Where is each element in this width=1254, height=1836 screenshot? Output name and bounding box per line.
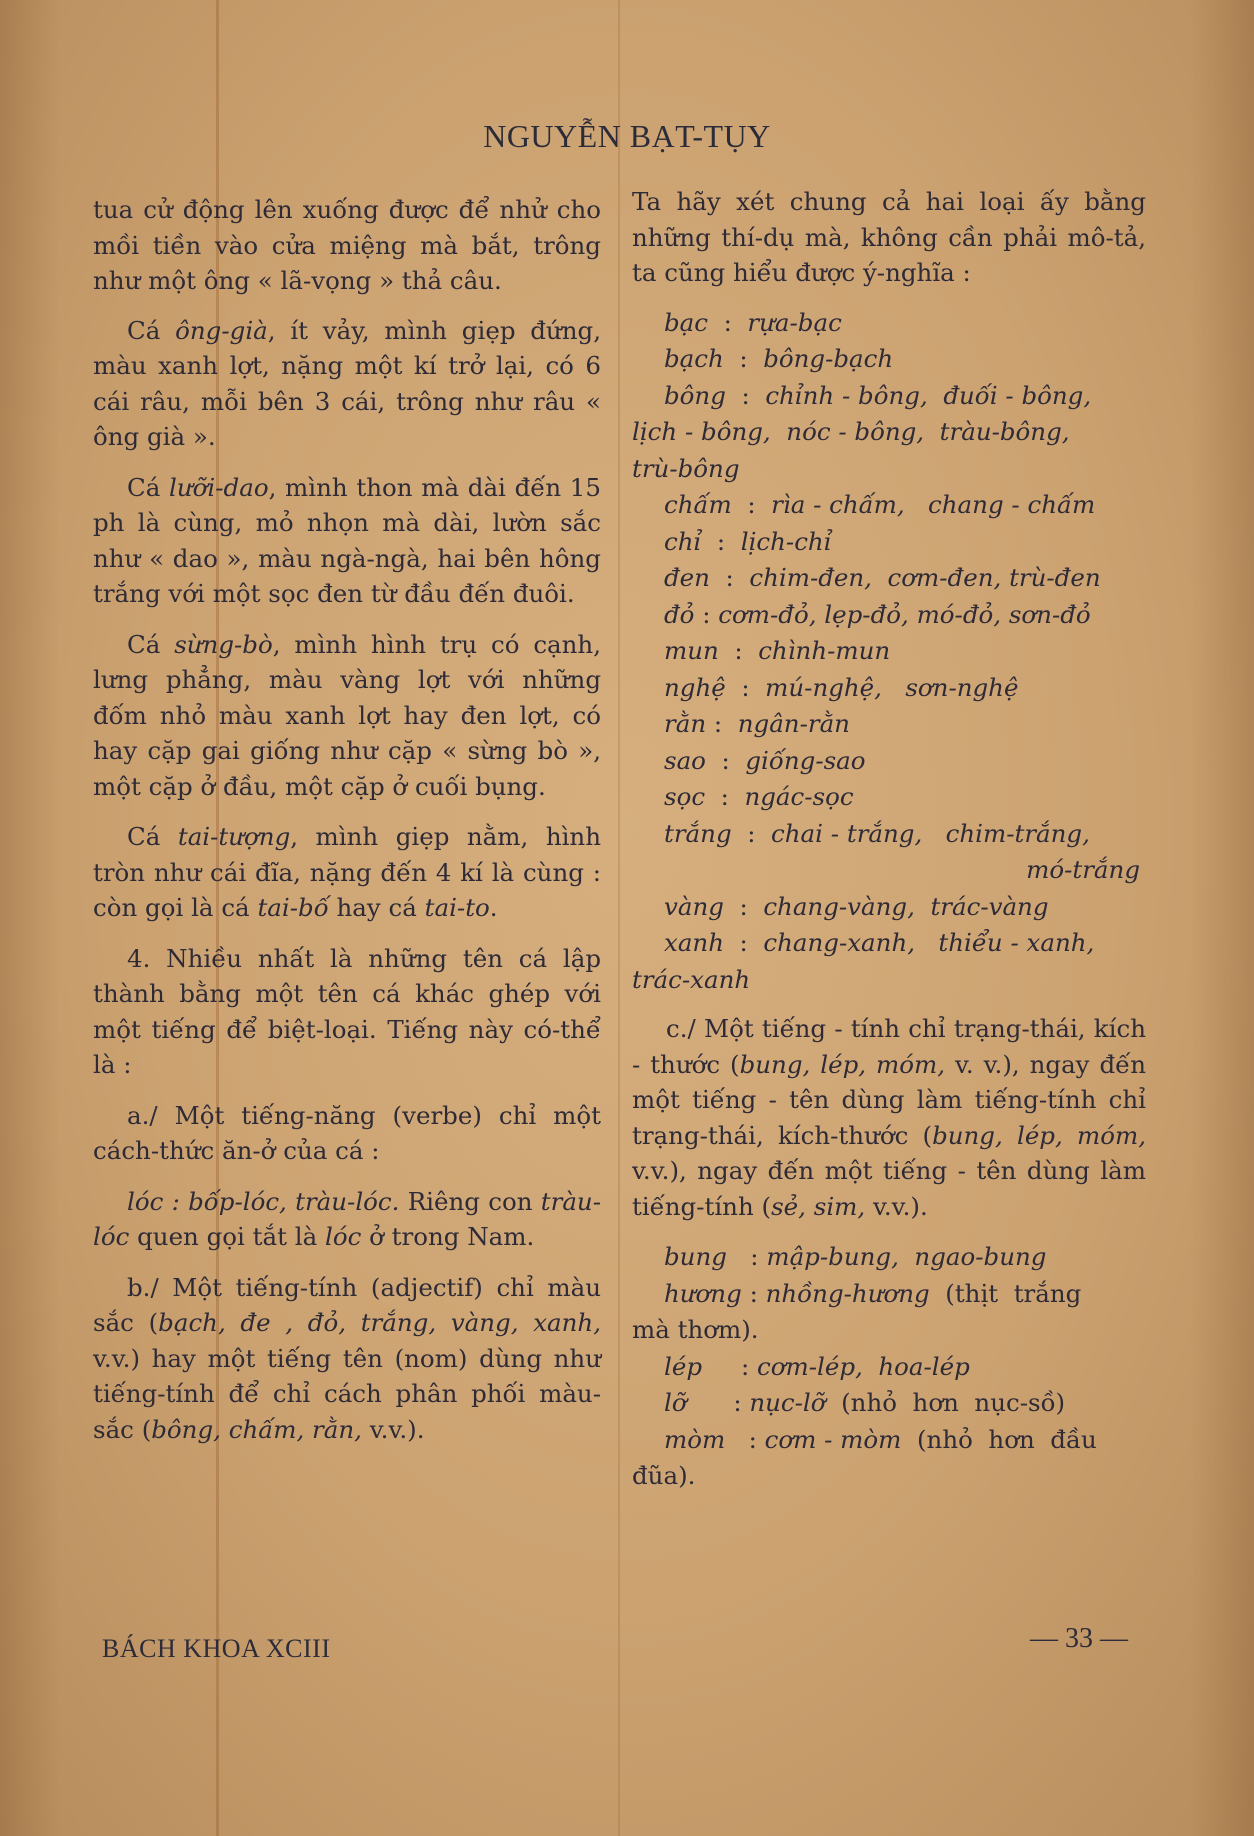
entry-key: hương <box>664 1278 742 1308</box>
example-entry <box>632 889 1146 925</box>
paragraph-item-a: a./ Một tiếng-năng (verbe) chỉ một cách-thức ăn-ở của cá : <box>93 1100 601 1165</box>
entry-separator: : <box>718 636 759 665</box>
entry-key: lỡ <box>664 1388 687 1417</box>
entry-separator: : <box>725 380 766 410</box>
entry-value: chang-vàng, trác-vàng <box>763 891 1049 921</box>
left-column <box>93 192 601 1462</box>
example-entry <box>632 305 1146 341</box>
entry-value: cơm-đỏ, lẹp-đỏ, mó-đỏ, sơn-đỏ <box>718 599 1091 629</box>
entry-value: nục-lỡ <box>749 1388 826 1417</box>
example-entry <box>632 816 1146 852</box>
entry-value: chỉnh - bông, đuối - bông, <box>765 380 1092 410</box>
entry-value: chang-xanh, thiểu - xanh, <box>763 928 1095 957</box>
entry-separator: : <box>709 563 750 592</box>
entry-value: nhồng-hương <box>765 1278 930 1308</box>
entry-value: lịch - bông, nóc - bông, tràu-bông, <box>632 417 1070 446</box>
entry-key: chỉ <box>664 526 702 556</box>
entry-key: bông <box>664 380 726 410</box>
running-header: NGUYỄN BẠT-TỤY <box>483 118 771 154</box>
entry-key: nghệ <box>664 672 726 702</box>
example-entry <box>632 1239 1146 1275</box>
entry-separator: : <box>686 1388 750 1417</box>
color-examples-list <box>632 305 1146 998</box>
example-entry <box>632 1312 1146 1348</box>
entry-key: lép <box>664 1351 703 1381</box>
entry-key: sọc <box>664 782 706 811</box>
example-entry <box>632 560 1146 596</box>
entry-key: đen <box>664 563 710 592</box>
entry-value: rựa-bạc <box>747 307 842 337</box>
entry-value: chim-đen, cơm-đen, trù-đen <box>749 563 1101 592</box>
page-fold-middle <box>618 0 620 1836</box>
example-entry <box>632 852 1146 888</box>
example-entry <box>632 670 1146 706</box>
state-examples-list <box>632 1239 1146 1494</box>
entry-key: rằn <box>664 709 707 738</box>
entry-key: mun <box>664 636 719 665</box>
entry-value: ngân-rằn <box>737 709 850 738</box>
entry-value: mó-trắng <box>1026 855 1140 884</box>
entry-separator: : <box>701 526 741 556</box>
example-entry <box>632 925 1146 961</box>
entry-note: đũa). <box>632 1461 696 1490</box>
entry-value: cơm - mòm <box>764 1424 902 1454</box>
paragraph-item-c: c./ Một tiếng - tính chỉ trạng-thái, kích - thước (bung, lép, móm, v. v.), ngay đến một tiếng - tên dùng làm tiếng-tính chỉ trạng-thái, kích-thước (bung, lép, móm, v.v.), ngay đến một tiếng - tên dùng làm tiếng-tính (sẻ, sim, v.v.). <box>632 1014 1146 1221</box>
entry-separator: : <box>723 891 764 921</box>
entry-value: mập-bung, ngao-bung <box>766 1242 1047 1271</box>
entry-key: vàng <box>664 891 724 921</box>
entry-value: ngác-sọc <box>744 782 854 811</box>
entry-value: mú-nghệ, sơn-nghệ <box>765 672 1019 702</box>
entry-key: đỏ <box>664 599 695 629</box>
paragraph-section-4: 4. Nhiều nhất là những tên cá lập thành bằng một tên cá khác ghép với một tiếng để biệt-loại. Tiếng này có-thể là : <box>93 943 601 1079</box>
entry-key: xanh <box>664 928 724 957</box>
entry-key: sao <box>664 745 706 775</box>
entry-separator: : <box>702 1351 758 1381</box>
entry-value: chai - trắng, chim-trắng, <box>771 818 1090 848</box>
paragraph-item-b: b./ Một tiếng-tính (adjectif) chỉ màu sắc (bạch, đe , đỏ, trắng, vàng, xanh, v.v.) hay một tiếng tên (nom) dùng như tiếng-tính để chỉ cách phân phối màu-sắc (bông, chấm, rằn, v.v.). <box>93 1272 601 1444</box>
entry-value: lịch-chỉ <box>740 526 832 556</box>
example-entry <box>632 451 1146 487</box>
entry-separator: : <box>708 307 748 337</box>
entry-note: (nhỏ hơn nục-sồ) <box>825 1388 1066 1417</box>
entry-separator: : <box>705 782 745 811</box>
entry-separator: : <box>731 818 772 848</box>
paragraph-ca-sung-bo: Cá sừng-bò, mình hình trụ có cạnh, lưng phẳng, màu vàng lợt với những đốm nhỏ màu xanh lợt hay đen lợt, có hay cặp gai giống như cặp « sừng bò », một cặp ở đầu, một cặp ở cuối bụng. <box>93 629 602 801</box>
entry-value: trác-xanh <box>632 964 751 994</box>
entry-value: rìa - chấm, chang - chấm <box>771 490 1096 519</box>
example-entry <box>632 1349 1146 1385</box>
paragraph-ca-ong-gia: Cá ông-già, ít vảy, mình giẹp đứng, màu xanh lợt, nặng một kí trở lại, có 6 cái râu, mỗi bên 3 cái, trông như râu « ông già ». <box>93 315 601 451</box>
example-entry <box>632 962 1146 998</box>
entry-separator: : <box>694 599 719 629</box>
entry-value: chình-mun <box>758 636 891 665</box>
example-entry <box>632 779 1146 815</box>
entry-value: bông-bạch <box>763 344 894 373</box>
paragraph-ca-tai-tuong: Cá tai-tượng, mình giẹp nằm, hình tròn như cái đĩa, nặng đến 4 kí là cùng : còn gọi là cá tai-bố hay cá tai-to. <box>93 822 601 922</box>
example-entry <box>632 1276 1146 1312</box>
entry-separator: : <box>725 672 766 702</box>
paragraph-examples-intro: Ta hãy xét chung cả hai loại ấy bằng những thí-dụ mà, không cần phải mô-tả, ta cũng hiểu được ý-nghĩa : <box>632 187 1146 287</box>
entry-value: trù-bông <box>632 453 740 483</box>
paragraph-loc-example: lóc : bốp-lóc, tràu-lóc. Riêng con tràu-lóc quen gọi tắt là lóc ở trong Nam. <box>93 1186 601 1251</box>
example-entry <box>632 378 1146 414</box>
entry-value: cơm-lép, hoa-lép <box>757 1351 970 1381</box>
example-entry <box>632 1458 1146 1494</box>
entry-key: mòm <box>664 1424 726 1454</box>
example-entry <box>632 341 1146 377</box>
entry-separator: : <box>731 490 772 519</box>
example-entry <box>632 524 1146 560</box>
entry-note: mà thơm). <box>632 1315 759 1344</box>
entry-separator: : <box>741 1278 766 1308</box>
entry-key: bung <box>664 1242 727 1271</box>
example-entry <box>632 1422 1146 1458</box>
entry-note: (nhỏ hơn đầu <box>901 1424 1097 1454</box>
example-entry <box>632 706 1146 742</box>
journal-footer: BÁCH KHOA XCIII <box>102 1634 331 1663</box>
paragraph-ca-luoi-dao: Cá lưỡi-dao, mình thon mà dài đến 15 ph là cùng, mỏ nhọn mà dài, lườn sắc như « dao », màu ngà-ngà, hai bên hông trắng với một sọc đen từ đầu đến đuôi. <box>93 472 601 608</box>
paragraph-intro: tua cử động lên xuống được để nhử cho mồi tiền vào cửa miệng mà bắt, trông như một ông « lã-vọng » thả câu. <box>93 195 601 295</box>
example-entry <box>632 1385 1146 1421</box>
example-entry <box>632 743 1146 779</box>
right-column <box>632 184 1146 1495</box>
entry-separator: : <box>723 344 764 373</box>
entry-note: (thịt trắng <box>929 1278 1082 1308</box>
example-entry <box>632 597 1146 633</box>
entry-key: bạch <box>664 344 724 373</box>
entry-key: trắng <box>664 818 732 848</box>
entry-separator: : <box>723 928 764 957</box>
example-entry <box>632 487 1146 523</box>
entry-separator: : <box>705 745 746 775</box>
entry-separator: : <box>726 1242 767 1271</box>
page-number: — 33 — <box>1030 1623 1128 1654</box>
example-entry <box>632 633 1146 669</box>
entry-value: giống-sao <box>745 745 866 775</box>
entry-key: bạc <box>664 307 709 337</box>
example-entry <box>632 414 1146 450</box>
entry-separator: : <box>706 709 738 738</box>
entry-key: chấm <box>664 490 732 519</box>
entry-separator: : <box>725 1424 765 1454</box>
